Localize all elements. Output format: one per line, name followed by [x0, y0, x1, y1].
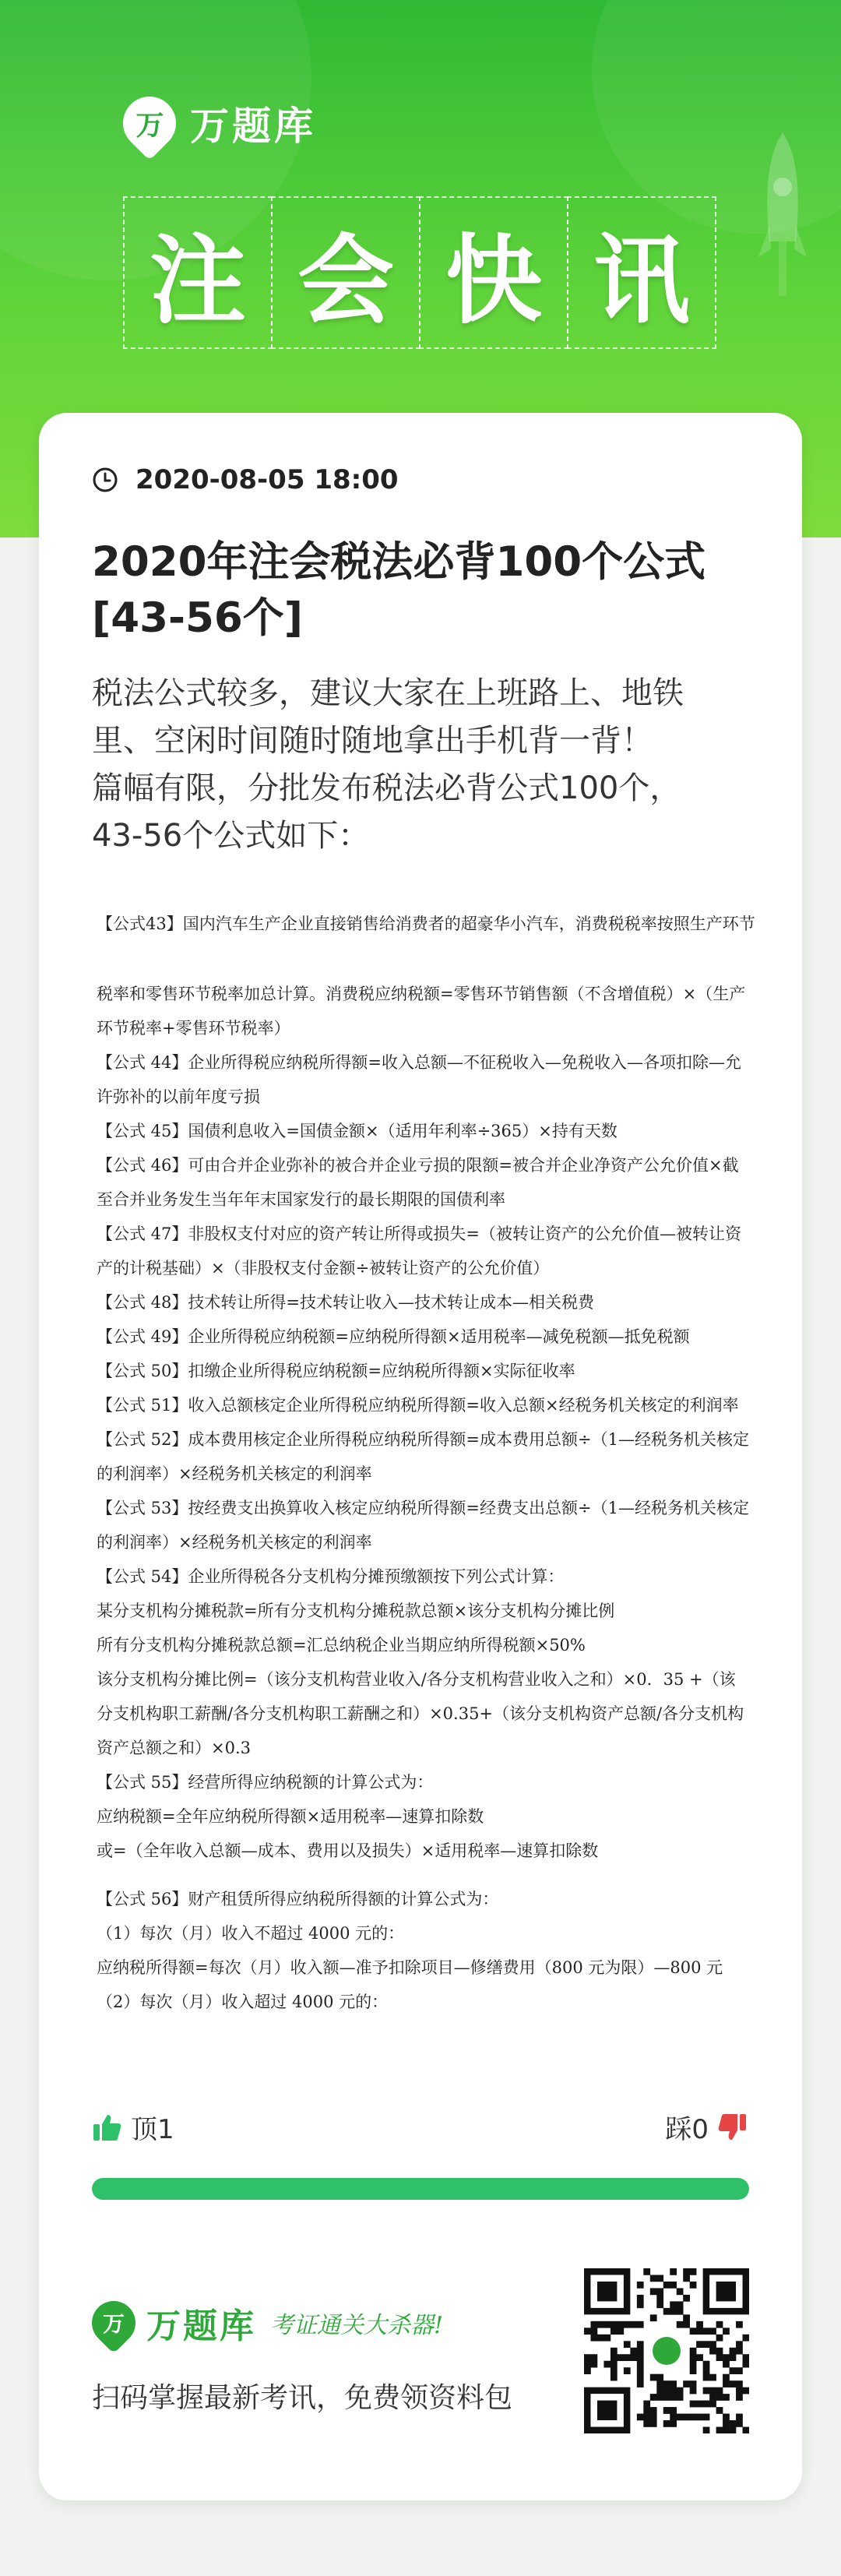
formula-line: 税率和零售环节税率加总计算。消费税应纳税额=零售环节销售额（不含增值税）×（生产 — [97, 985, 746, 1003]
formula-image — [97, 911, 755, 2430]
formula-line: 【公式 44】企业所得税应纳税所得额=收入总额—不征税收入—免税收入—各项扣除—允 — [97, 1053, 741, 1072]
clock-icon — [92, 467, 118, 493]
intro-line: 43-56个公式如下： — [92, 818, 370, 854]
intro-line: 税法公式较多，建议大家在上班路上、地铁 — [92, 675, 684, 711]
formula-line: 环节税率+零售环节税率） — [97, 1019, 290, 1038]
formula-line: 应纳税所得额=每次（月）收入额—准予扣除项目—修缮费用（800 元为限）—800 元 — [97, 1958, 723, 1977]
formula-line: 产的计税基础）×（非股权支付金额÷被转让资产的公允价值） — [97, 1259, 550, 1277]
formula-line: 【公式 45】国债利息收入=国债金额×（适用年利率÷365）×持有天数 — [97, 1122, 618, 1140]
formula-line: 该分支机构分摊比例=（该分支机构营业收入/各分支机构营业收入之和）×0．35 +（该 — [97, 1670, 736, 1689]
footer-brand-name: 万题库 — [146, 2306, 256, 2346]
formula-line: 某分支机构分摊税款=所有分支机构分摊税款总额×该分支机构分摊比例 — [97, 1602, 615, 1620]
formula-line: 或=（全年收入总额—成本、费用以及损失）×适用税率—速算扣除数 — [97, 1841, 599, 1860]
vote-ratio-fill — [92, 2178, 749, 2200]
article-title: 2020年注会税法必背100个公式[43-56个] — [92, 538, 706, 642]
formula-line: （1）每次（月）收入不超过 4000 元的： — [97, 1924, 405, 1943]
intro-line: 篇幅有限，分批发布税法必背公式100个， — [92, 770, 681, 806]
intro-line: 里、空闲时间随时随地拿出手机背一背！ — [92, 723, 653, 759]
formula-line: 的利润率）×经税务机关核定的利润率 — [97, 1464, 372, 1483]
vote-ratio-bar — [92, 2178, 749, 2200]
thumbs-up-icon — [92, 2113, 121, 2142]
formula-line: 【公式 56】财产租赁所得应纳税所得额的计算公式为： — [97, 1890, 499, 1908]
brand-logo[interactable] — [123, 95, 316, 151]
formula-line: 【公式 49】企业所得税应纳税额=应纳税所得额×适用税率—减免税额—抵免税额 — [97, 1327, 690, 1346]
formula-line: 至合并业务发生当年年末国家发行的最长期限的国债利率 — [97, 1190, 505, 1209]
article-card — [39, 413, 802, 2500]
formula-line: 【公式 54】企业所得税各分支机构分摊预缴额按下列公式计算： — [97, 1567, 565, 1586]
formula-line: 【公式 50】扣缴企业所得税应纳税额=应纳税所得额×实际征收率 — [97, 1362, 575, 1380]
publish-date: 2020-08-05 18:00 — [135, 464, 399, 495]
formula-line: 【公式 53】按经费支出换算收入核定应纳税所得额=经费支出总额÷（1—经税务机关核定 — [97, 1499, 749, 1517]
rocket-icon — [755, 125, 810, 304]
qr-code[interactable] — [584, 2268, 749, 2433]
formula-line: 的利润率）×经税务机关核定的利润率 — [97, 1533, 372, 1552]
formula-line: 应纳税额=全年应纳税所得额×适用税率—速算扣除数 — [97, 1807, 484, 1826]
formula-line: 【公式 46】可由合并企业弥补的被合并企业亏损的限额=被合并企业净资产公允价值×截 — [97, 1156, 739, 1175]
article-intro — [92, 670, 777, 860]
formula-line: （2）每次（月）收入超过 4000 元的： — [97, 1993, 389, 2011]
formula-line: 【公式 47】非股权支付对应的资产转让所得或损失=（被转让资产的公允价值—被转让资 — [97, 1225, 741, 1243]
logo-pin-icon: 万 — [112, 86, 187, 160]
upvote-button[interactable] — [92, 2108, 184, 2146]
footer-brand — [92, 2298, 443, 2348]
formula-line: 【公式 51】收入总额核定企业所得税应纳税所得额=收入总额×经税务机关核定的利润率 — [97, 1396, 739, 1415]
formula-line: 【公式 55】经营所得应纳税额的计算公式为： — [97, 1773, 434, 1792]
formula-line: 资产总额之和）×0.3 — [97, 1739, 251, 1757]
downvote-count: 踩0 — [665, 2114, 709, 2145]
title-char: 快 — [419, 196, 568, 349]
footer-logo-icon: 万 — [83, 2292, 144, 2353]
formula-line: 许弥补的以前年度亏损 — [97, 1087, 260, 1106]
thumbs-down-icon — [718, 2113, 748, 2142]
formula-line: 所有分支机构分摊税款总额=汇总纳税企业当期应纳所得税额×50% — [97, 1636, 586, 1654]
title-char: 讯 — [567, 196, 716, 349]
formula-line: 【公式43】国内汽车生产企业直接销售给消费者的超豪华小汽车，消费税税率按照生产环节 — [97, 914, 755, 933]
page-title — [125, 196, 716, 349]
formula-line: 【公式 52】成本费用核定企业所得税应纳税所得额=成本费用总额÷（1—经税务机关核定 — [97, 1430, 749, 1449]
article-meta — [92, 464, 399, 495]
footer-caption: 扫码掌握最新考讯，免费领资料包 — [92, 2382, 513, 2414]
formula-line: 分支机构职工薪酬/各分支机构职工薪酬之和）×0.35+（该分支机构资产总额/各分支机构 — [97, 1704, 744, 1723]
formula-line: 【公式 48】技术转让所得=技术转让收入—技术转让成本—相关税费 — [97, 1293, 594, 1312]
downvote-button[interactable] — [656, 2108, 748, 2146]
title-char: 会 — [271, 196, 420, 349]
upvote-count: 顶1 — [131, 2114, 174, 2145]
brand-name: 万题库 — [190, 104, 316, 149]
footer-slogan: 考证通关大杀器! — [270, 2312, 444, 2339]
title-char: 注 — [123, 196, 273, 349]
